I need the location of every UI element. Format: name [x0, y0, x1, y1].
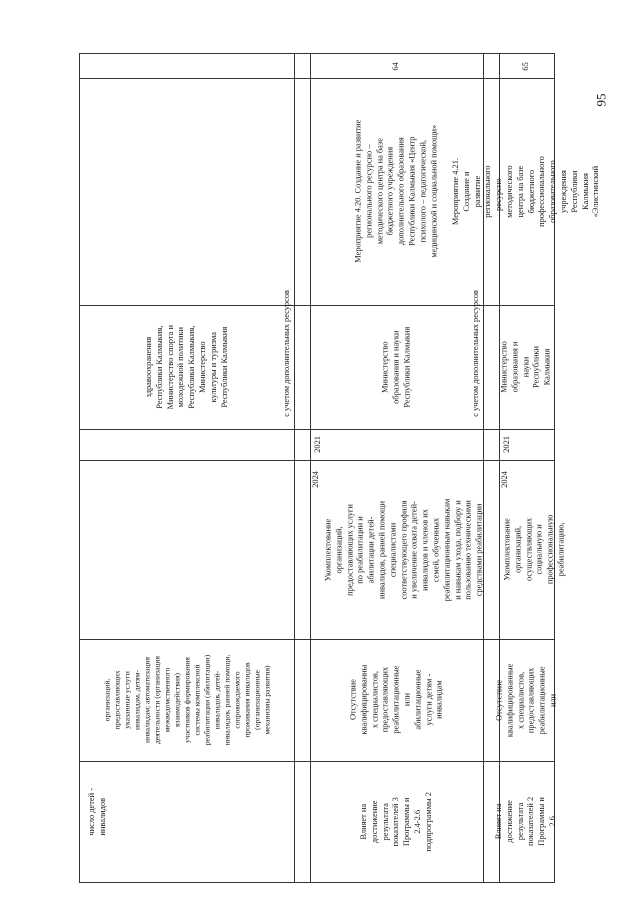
- measure-text: Мероприятие 4.20. Создание и развитие регионального ресурсно – методического центра на базе бюджетного учреждения дополнительного образования Республики Калмыкия «Центр психолого – педагогической, медицинской и социальной помощи»: [353, 120, 438, 263]
- result-text: Укомплектование организаций, предоставляющих услуги по реабилитации и абилитации детей- инвалидов, ранней помощи специалистами соответствующего профиля и увеличение охвата детей- инвалидов и членов их семей, обученных реабилитационным навыкам и навыкам ухода, подбору и пользованию техническими средствами реабилитации: [323, 498, 484, 601]
- start-year: 2021: [501, 436, 511, 453]
- link-cell: [310, 761, 483, 882]
- risk-cell: [494, 639, 558, 761]
- ministry-cell: [499, 305, 554, 429]
- start-year: 2021: [312, 436, 322, 453]
- risk-text: Отсутствие квалифицированные х специалистов, предоставляющих реабилитационные или: [494, 663, 558, 737]
- start-year-cell: [499, 429, 515, 460]
- consequence-cell: [80, 639, 294, 761]
- row-number-cell: [499, 54, 554, 78]
- risk-text: Отсутствие квалифицированны х специалистов, предоставляющих реабилитационные или абилитационные услуги детям - инвалидам: [347, 665, 444, 735]
- section-header: [281, 78, 310, 429]
- result-cell: [323, 460, 484, 639]
- row-number: 65: [521, 61, 531, 71]
- ministry-cell: [80, 305, 294, 429]
- ministry-text: Министерство образования и науки Республики Калмыкия: [499, 341, 552, 393]
- risk-cell: [80, 761, 298, 882]
- ministry-text: Министерство образования и науки Республики Калмыкия: [380, 326, 411, 408]
- section-header: [470, 78, 499, 429]
- row-number-cell: [310, 54, 483, 78]
- end-year: 2024: [310, 471, 320, 488]
- page-number: 95: [593, 93, 608, 107]
- link-text: Влияет на достижение результата показателей 2 Программы и 2.6: [494, 796, 558, 847]
- risk-cell: [310, 639, 483, 761]
- link-cell: [494, 761, 558, 882]
- link-text: Влияет на достижение результата показателей 3 Программы и 2.4-2.6 подпрограммы 2: [358, 791, 433, 852]
- section-header-text: с учетом дополнительных ресурсов: [470, 290, 480, 417]
- row-number: 64: [391, 61, 401, 71]
- start-year-cell: [310, 429, 326, 460]
- grid-line: [80, 429, 294, 430]
- consequence-text: организаций, предоставляющих указанные услуги инвалидам, детям- инвалидам; автоматизация деятельности (организация межведомственного взаимодействия) участников формирования системы комплексной реабилитации (абилитации) инвалидов, детей- инвалидов, ранней помощи, сопровождаемого проживания инвалидов (организационные механизмы развития): [101, 654, 271, 746]
- ministry-text: здравоохранения Республики Калмыкия, Министерство спорта и молодежной политики Республики Калмыкия, Министерство культуры и туризма Республики Калмыкия: [143, 324, 229, 410]
- end-year-cell: [326, 429, 483, 460]
- ministry-cell: [310, 305, 483, 429]
- risk-text: число детей - инвалидов: [87, 788, 107, 836]
- measure-text: Мероприятие 4.21. Создание и развитие регионального ресурсно – методического центра на базе бюджетного профессионального образовательного учреждения Республики Калмыкия «Элистинский: [450, 156, 601, 227]
- section-header-text: с учетом дополнительных ресурсов: [281, 290, 291, 417]
- end-year: 2024: [499, 471, 509, 488]
- result-text: Укомплектование организаций, осуществляющих социальную и профессиональную реабилитацию,: [502, 514, 566, 585]
